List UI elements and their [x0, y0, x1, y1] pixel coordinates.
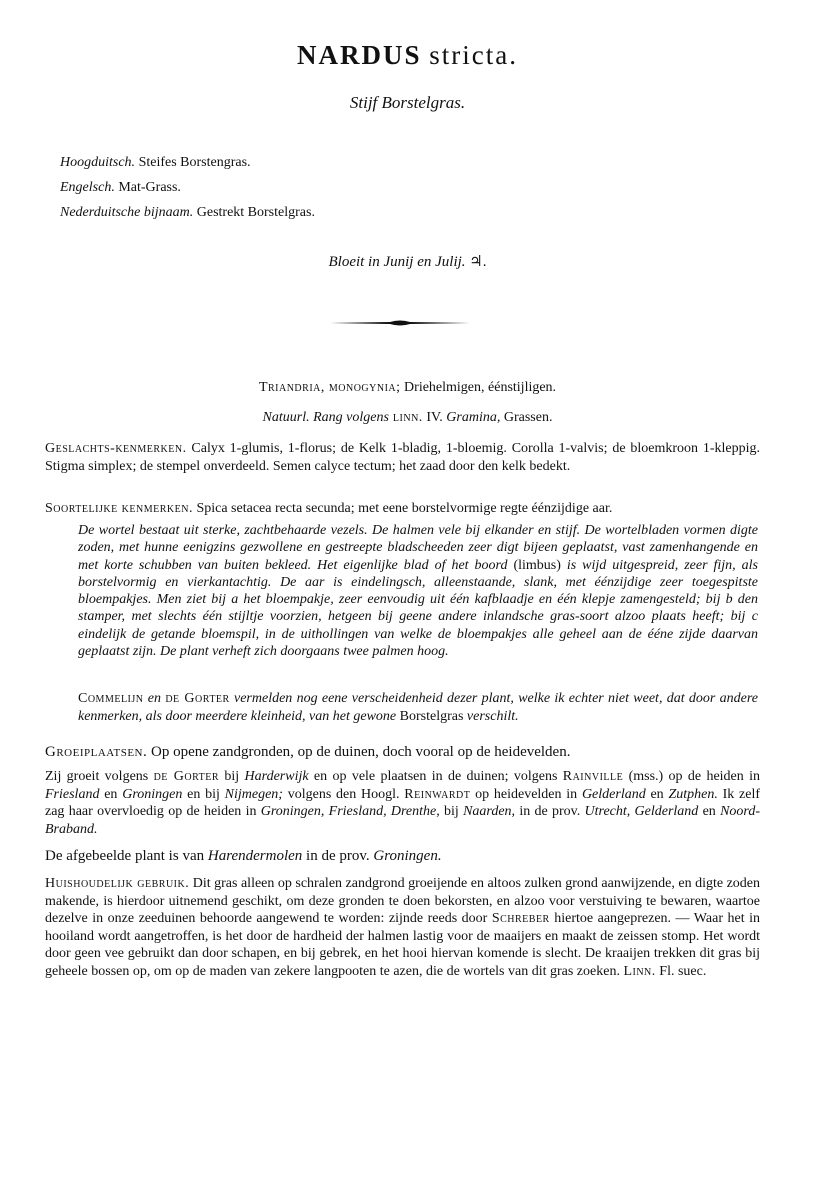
- place-name: Friesland: [45, 786, 100, 802]
- depicted-plant-origin: [45, 848, 760, 866]
- description-text: De wortel bestaat uit sterke, zachtbehaarde vezels. De halmen vele bij elkander en stijf. De wortelbladen vormen digte zoden, met hunne eenigzins gezwollene en gestreepte bladscheeden zeer digt bijeen geplaatst, vast zamenhangende en met korte schubben van buiten bekleed. Het eigenlijke blad of het boord: [78, 523, 758, 573]
- section-heading: Huishoudelijk gebruik.: [45, 876, 190, 891]
- place-name: Groningen.: [373, 848, 442, 864]
- section-heading: Geslachts-kenmerken.: [45, 441, 187, 456]
- origin-text: in de prov.: [302, 848, 374, 864]
- section-heading: Groeiplaatsen.: [45, 744, 148, 760]
- variety-text: vermelden nog eene verscheidenheid dezer plant, welke ik echter niet weet, dat door andere kenmerken, als door meerdere kleinheid, van het gewone: [78, 691, 758, 724]
- distribution-text: volgens den Hoogl.: [282, 786, 405, 802]
- section-text: Spica setacea recta secunda; met eene borstelvormige regte éénzijdige aar.: [192, 501, 613, 516]
- species-name: stricta.: [429, 40, 518, 70]
- place-name: Groningen: [122, 786, 183, 802]
- section-text: Fl. suec.: [655, 963, 707, 979]
- section-text: Calyx 1-glumis, 1-florus; de Kelk 1-bladig, 1-bloemig. Corolla 1-valvis; de bloemkroon 1-kleppig. Stigma simplex; de stempel onverdeeld. Semen calyce tectum; het zaad door den kelk bedekt.: [45, 441, 760, 474]
- place-name: Naarden,: [463, 804, 516, 819]
- place-name: Zutphen.: [668, 786, 718, 802]
- linnaeus-abbrev: linn.: [388, 410, 423, 425]
- place-name: Harderwijk: [244, 769, 309, 784]
- variety-text: en: [143, 691, 166, 706]
- vernacular-name: Gestrekt Borstelgras.: [196, 205, 315, 220]
- economic-use: [45, 875, 760, 980]
- distribution-text: bij: [219, 769, 245, 784]
- place-name: Nijmegen;: [224, 786, 283, 802]
- class-order: Triandria, monogynia;: [258, 380, 401, 395]
- name-row-english: [60, 175, 315, 200]
- author-name: Reinwardt: [404, 786, 471, 802]
- natural-classification: [0, 410, 815, 426]
- author-name: de Gorter: [165, 691, 230, 706]
- author-name: Commelijn: [78, 691, 144, 706]
- genus-characters: [45, 440, 760, 475]
- language-label: Nederduitsche bijnaam.: [60, 205, 194, 220]
- name-row-german: [60, 150, 315, 175]
- family-latin: Gramina,: [446, 410, 501, 425]
- distribution-text: en: [698, 804, 721, 819]
- genus-name: NARDUS: [297, 40, 422, 70]
- section-text: hiertoe aangeprezen. — Waar het in hooiland wordt aangetroffen, is het door de hardheid der halmen lastig voor de maaijers en maakt de zeissen stomp. Het wordt door geen vee gebruikt dan door schapen, en bij gebrek, en het hooi hiervan komende is slecht. De kraaijen trekken dit gras bij geheele bossen op, om op de maden van zekere langpooten te azen, die de wortels van dit gras zoeken.: [45, 911, 760, 979]
- distribution-text: op heidevelden in: [470, 786, 582, 802]
- page-title: [0, 40, 815, 71]
- vernacular-name: Mat-Grass.: [118, 180, 181, 195]
- ornamental-rule: [330, 318, 470, 328]
- section-text: Op opene zandgronden, op de duinen, doch vooral op de heidevelden.: [147, 744, 571, 760]
- perennial-symbol: ♃.: [469, 254, 487, 270]
- distribution-text: Zij groeit volgens: [45, 769, 154, 784]
- description-text: is wijd uitgespreid, zeer fijn, als borstelvormig en vierkantachtig. De aar is eindelingsch, alleenstaande, slank, met éénzijdige zeer toegespitste bloempakjes. Men ziet bij a het bloempakje, zeer eenvoudig uit één kafblaadje en één klepje zamengesteld; bij b den stamper, met slechts één stijltje voorzien, hetgeen bij geene andere inlandsche gras-soort alzoo plaats heeft; bij c eindelijk de getande bloemspil, in de uithollingen van welke de bloempakjes alle geheel aan de ééne zijde daarvan geplaatst zijn. De plant verheft zich doorgaans twee palmen hoog.: [78, 557, 758, 660]
- linnaean-classification: [0, 380, 815, 396]
- section-heading: Soortelijke kenmerken.: [45, 501, 193, 516]
- language-label: Hoogduitsch.: [60, 155, 136, 170]
- distribution-text: en: [99, 786, 123, 802]
- flowering-text: Bloeit in Junij en Julij.: [328, 254, 466, 270]
- vernacular-names: [60, 150, 315, 225]
- description-text: (limbus): [507, 557, 567, 573]
- distribution-text: Ik zelf zag haar overvloedig op de heiden in: [45, 786, 761, 819]
- name-row-dutch: [60, 200, 315, 225]
- place-name: Harendermolen: [207, 848, 303, 864]
- place-name: Utrecht, Gelderland: [584, 804, 699, 819]
- species-characters: [45, 500, 760, 518]
- author-name: Rainville: [562, 769, 624, 784]
- author-name: Linn.: [623, 963, 656, 979]
- distribution-text: en: [645, 786, 669, 802]
- distribution-text: in de prov.: [515, 804, 585, 819]
- section-text: Dit gras alleen op schralen zandgrond groeijende en altoos zulken grond aanwijzende, en digte zoden makende, is hierdoor uitnemend geschikt, om deze gronden te doen bekorsten, en alzoo voor verstuiving te bewaren, waartoe dezelve in onze zeeduinen behoorde aangewend te worden: zijnde reeds door: [45, 876, 760, 926]
- flowering-period: [0, 252, 815, 271]
- distribution-text: bij: [439, 804, 464, 819]
- variety-text: verschilt.: [466, 708, 519, 724]
- author-name: Schreber: [491, 911, 550, 926]
- rank-number: IV.: [422, 410, 447, 425]
- place-name: Noord-Braband.: [45, 804, 761, 837]
- place-name: Gelderland: [581, 786, 646, 802]
- distribution-text: (mss.) op de heiden in: [623, 769, 761, 784]
- distribution-text: en bij: [182, 786, 225, 802]
- author-name: de Gorter: [153, 769, 220, 784]
- place-name: Groningen, Friesland, Drenthe,: [260, 804, 440, 819]
- natural-rank-label: Natuurl. Rang volgens: [262, 410, 389, 425]
- habitat: [45, 744, 760, 762]
- dutch-name: Stijf Borstelgras.: [349, 93, 466, 112]
- vernacular-name: Steifes Borstengras.: [138, 155, 251, 170]
- language-label: Engelsch.: [60, 180, 115, 195]
- description-paragraph: [78, 522, 758, 660]
- variety-text: Borstelgras: [396, 708, 467, 724]
- distribution: [45, 768, 760, 838]
- variety-paragraph: [78, 690, 758, 725]
- distribution-text: en op vele plaatsen in de duinen; volgens: [308, 769, 563, 784]
- origin-text: De afgebeelde plant is van: [45, 848, 208, 864]
- class-order-dutch: Driehelmigen, éénstijligen.: [400, 380, 557, 395]
- family-dutch: Grassen.: [500, 410, 553, 425]
